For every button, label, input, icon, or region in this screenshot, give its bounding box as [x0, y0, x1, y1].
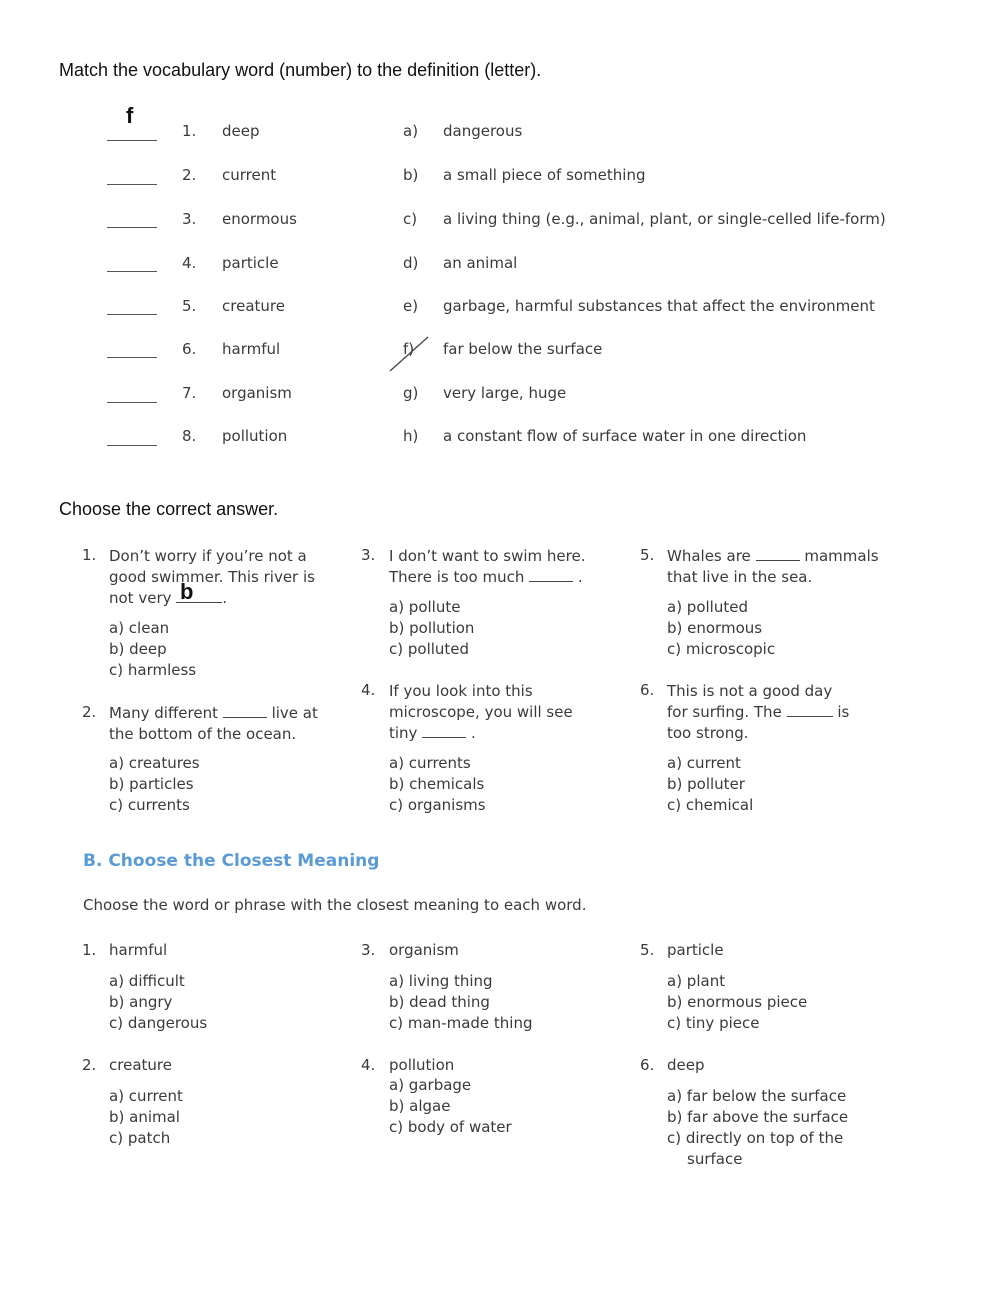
question-number: 3. — [361, 546, 376, 564]
question-2-stem: Many different live at the bottom of the ocean. — [109, 704, 318, 743]
word-current: current — [222, 166, 277, 184]
option-a[interactable]: a) plant — [667, 972, 726, 990]
definition-letter: b) — [403, 166, 419, 184]
option-b[interactable]: b) polluter — [667, 775, 745, 793]
answer-blank[interactable] — [756, 548, 800, 561]
answer-blank[interactable] — [107, 445, 157, 446]
question-1-stem: Don’t worry if you’re not a good swimmer. This river is not very . — [109, 547, 315, 607]
option-c[interactable]: c) directly on top of the — [667, 1129, 844, 1147]
option-b[interactable]: b) pollution — [389, 619, 475, 637]
question-word: creature — [109, 1056, 172, 1074]
definition-text: very large, huge — [443, 384, 567, 402]
word-organism: organism — [222, 384, 292, 402]
question-number: 4. — [361, 1056, 376, 1074]
match-instruction: Match the vocabulary word (number) to the definition (letter). — [59, 60, 542, 80]
question-number: 4. — [361, 681, 376, 699]
definition-letter: e) — [403, 297, 419, 315]
question-word: organism — [389, 941, 459, 959]
answer-blank[interactable] — [107, 184, 157, 185]
question-5-stem: Whales are mammals that live in the sea. — [667, 547, 879, 586]
question-number: 6. — [640, 681, 655, 699]
word-particle: particle — [222, 254, 279, 272]
option-a[interactable]: a) pollute — [389, 598, 461, 616]
definition-text: a constant flow of surface water in one direction — [443, 427, 807, 445]
option-b[interactable]: b) animal — [109, 1108, 180, 1126]
option-b[interactable]: b) enormous piece — [667, 993, 808, 1011]
word-number: 2. — [182, 166, 197, 184]
question-number: 5. — [640, 546, 655, 564]
answer-blank[interactable] — [107, 314, 157, 315]
question-1-options — [109, 619, 196, 682]
option-b[interactable]: b) algae — [389, 1097, 451, 1115]
option-a[interactable]: a) clean — [109, 619, 170, 637]
question-number: 6. — [640, 1056, 655, 1074]
option-b[interactable]: b) deep — [109, 640, 167, 658]
option-c[interactable]: c) organisms — [389, 796, 486, 814]
word-number: 7. — [182, 384, 197, 402]
question-3-stem: I don’t want to swim here. There is too much . — [389, 547, 586, 586]
definition-letter: c) — [403, 210, 418, 228]
option-a[interactable]: a) difficult — [109, 972, 185, 990]
question-number: 1. — [82, 941, 97, 959]
option-b[interactable]: b) far above the surface — [667, 1108, 849, 1126]
definition-letter: h) — [403, 427, 419, 445]
option-b[interactable]: b) dead thing — [389, 993, 490, 1011]
question-number: 1. — [82, 546, 97, 564]
question-number: 3. — [361, 941, 376, 959]
b-question-3-options — [389, 972, 533, 1035]
option-b[interactable]: b) angry — [109, 993, 173, 1011]
definition-text: a living thing (e.g., animal, plant, or single-celled life-form) — [443, 210, 886, 228]
option-c[interactable]: c) patch — [109, 1129, 171, 1147]
answer-blank[interactable] — [422, 725, 466, 738]
option-c[interactable]: c) harmless — [109, 661, 197, 679]
b-question-1-options — [109, 972, 207, 1035]
question-number: 2. — [82, 703, 97, 721]
definition-letter: d) — [403, 254, 419, 272]
option-c[interactable]: c) tiny piece — [667, 1014, 760, 1032]
question-4-stem: If you look into this microscope, you will see tiny . — [389, 682, 573, 742]
question-5-options — [667, 598, 775, 661]
option-b[interactable]: b) particles — [109, 775, 194, 793]
section-b-heading: B. Choose the Closest Meaning — [83, 851, 380, 871]
question-6-options — [667, 754, 753, 817]
answer-blank[interactable] — [529, 569, 573, 582]
option-c[interactable]: c) microscopic — [667, 640, 776, 658]
answer-blank[interactable] — [107, 402, 157, 403]
choose-answer-1: b — [180, 579, 194, 604]
option-c[interactable]: c) chemical — [667, 796, 754, 814]
word-harmful: harmful — [222, 340, 281, 358]
definition-letter: g) — [403, 384, 419, 402]
section-b-instruction: Choose the word or phrase with the closest meaning to each word. — [83, 896, 587, 914]
definition-letter: a) — [403, 122, 419, 140]
match-answer-1: f — [126, 103, 134, 128]
b-question-2-options — [109, 1087, 183, 1150]
choose-instruction: Choose the correct answer. — [59, 499, 279, 519]
b-question-4-options — [389, 1076, 512, 1139]
answer-blank[interactable] — [107, 357, 157, 358]
answer-blank[interactable] — [107, 227, 157, 228]
strike-mark-icon — [386, 334, 432, 374]
question-word: deep — [667, 1056, 705, 1074]
option-c[interactable]: c) body of water — [389, 1118, 512, 1136]
option-a[interactable]: a) polluted — [667, 598, 748, 616]
answer-blank[interactable] — [223, 705, 267, 718]
definition-letter: f) — [403, 340, 415, 358]
b-question-5-options — [667, 972, 807, 1035]
option-c-continued: surface — [687, 1150, 743, 1168]
question-6-stem: This is not a good day for surfing. The is too strong. — [667, 682, 850, 742]
definition-text: garbage, harmful substances that affect the environment — [443, 297, 875, 315]
option-a[interactable]: a) creatures — [109, 754, 200, 772]
word-number: 1. — [182, 122, 197, 140]
option-c[interactable]: c) currents — [109, 796, 190, 814]
option-a[interactable]: a) far below the surface — [667, 1087, 847, 1105]
word-enormous: enormous — [222, 210, 297, 228]
option-a[interactable]: a) current — [109, 1087, 183, 1105]
option-a[interactable]: a) currents — [389, 754, 471, 772]
answer-blank[interactable] — [107, 140, 157, 141]
question-number: 5. — [640, 941, 655, 959]
word-number: 8. — [182, 427, 197, 445]
option-c[interactable]: c) polluted — [389, 640, 470, 658]
word-pollution: pollution — [222, 427, 288, 445]
option-b[interactable]: b) enormous — [667, 619, 763, 637]
option-a[interactable]: a) current — [667, 754, 741, 772]
word-deep: deep — [222, 122, 260, 140]
definition-text: a small piece of something — [443, 166, 646, 184]
word-number: 4. — [182, 254, 197, 272]
word-number: 6. — [182, 340, 197, 358]
question-2-options — [109, 754, 200, 817]
word-number: 5. — [182, 297, 197, 315]
question-3-options — [389, 598, 474, 661]
option-a[interactable]: a) living thing — [389, 972, 493, 990]
answer-blank[interactable] — [787, 704, 833, 717]
option-b[interactable]: b) chemicals — [389, 775, 485, 793]
word-creature: creature — [222, 297, 285, 315]
definition-text: an animal — [443, 254, 518, 272]
question-4-options — [389, 754, 486, 817]
question-number: 2. — [82, 1056, 97, 1074]
answer-blank[interactable] — [107, 271, 157, 272]
option-a[interactable]: a) garbage — [389, 1076, 472, 1094]
question-word: particle — [667, 941, 724, 959]
option-c[interactable]: c) dangerous — [109, 1014, 208, 1032]
definition-text: far below the surface — [443, 340, 603, 358]
option-c[interactable]: c) man-made thing — [389, 1014, 533, 1032]
question-word: pollution — [389, 1056, 455, 1074]
definition-text: dangerous — [443, 122, 523, 140]
word-number: 3. — [182, 210, 197, 228]
b-question-6-options — [667, 1087, 848, 1171]
question-word: harmful — [109, 941, 168, 959]
